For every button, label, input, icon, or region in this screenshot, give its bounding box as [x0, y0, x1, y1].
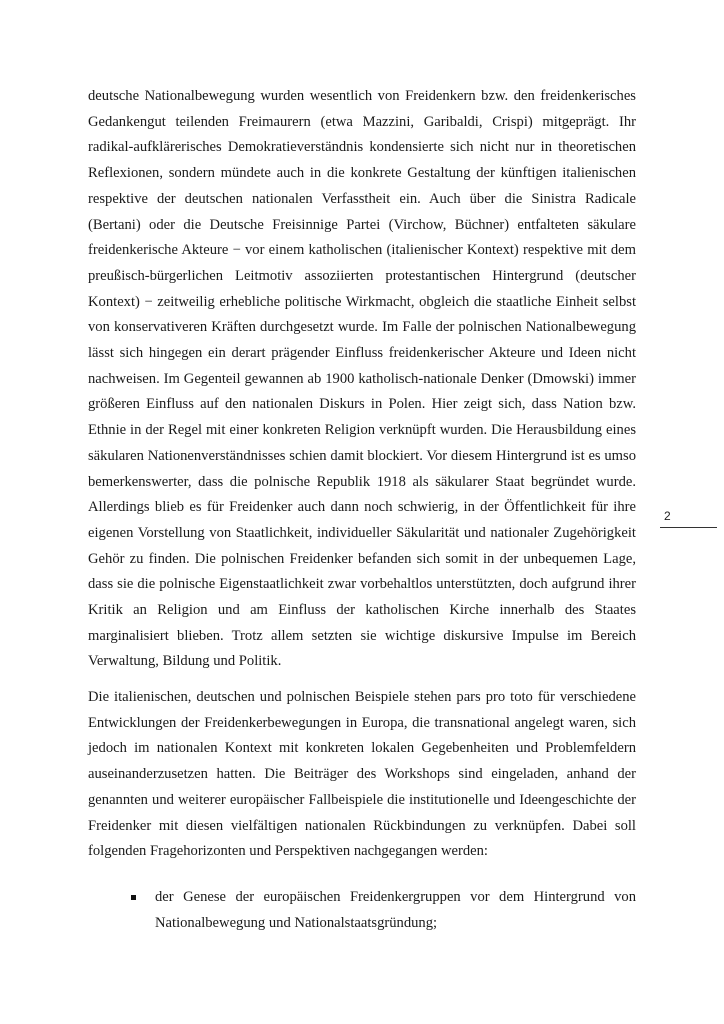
body-paragraph: deutsche Nationalbewegung wurden wesentlich von Freidenkern bzw. den freidenkerisches Gedankengut teilenden Freimaurern (etwa Mazzini, Garibaldi, Crispi) mitgeprägt. Ihr radikal-aufklärerisches Demokratieverständnis kondensierte sich nicht nur in theoretischen Reflexionen, sondern mündete auch in die konkrete Gestaltung der künftigen italienischen respektive der deutschen nationalen Verfasstheit ein. Auch über die Sinistra Radicale (Bertani) oder die Deutsche Freisinnige Partei (Virchow, Büchner) entfalteten säkulare freidenkerische Akteure − vor einem katholischen (italienischer Kontext) respektive mit dem preußisch-bürgerlichen Leitmotiv assoziierten protestantischen Hintergrund (deutscher Kontext) − zeitweilig erhebliche politische Wirkmacht, obgleich die staatliche Einheit selbst von konservativeren Kräften durchgesetzt wurde. Im Falle der polnischen Nationalbewegung lässt sich hingegen ein derart prägender Einfluss freidenkerischer Akteure und Ideen nicht nachweisen. Im Gegenteil gewannen ab 1900 katholisch-nationale Denker (Dmowski) immer größeren Einfluss auf den nationalen Diskurs in Polen. Hier zeigt sich, dass Nation bzw. Ethnie in der Regel mit einer konkreten Religion verknüpft wurden. Die Herausbildung eines säkularen Nationenverständnisses schien damit blockiert. Vor diesem Hintergrund ist es umso bemerkenswerter, dass die polnische Republik 1918 als säkularer Staat begründet wurde. Allerdings blieb es für Freidenker auch dann noch schwierig, in der Öffentlichkeit für ihre eigenen Vorstellung von Staatlichkeit, individueller Säkularität und nationaler Zugehörigkeit Gehör zu finden. Die polnischen Freidenker befanden sich somit in der unbequemen Lage, dass sie die polnische Eigenstaatlichkeit zwar vorbehaltlos unterstützten, doch aufgrund ihrer Kritik an Religion und am Einfluss der katholischen Kirche innerhalb des Staates marginalisiert blieben. Trotz allem setzten sie wichtige diskursive Impulse im Bereich Verwaltung, Bildung und Politik. [88, 88, 636, 670]
body-paragraph: Die italienischen, deutschen und polnischen Beispiele stehen pars pro toto für verschiedene Entwicklungen der Freidenkerbewegungen in Europa, die transnational angelegt waren, sich jedoch im nationalen Kontext mit konkreten lokalen Gegebenheiten und Problemfeldern auseinanderzusetzen hatten. Die Beiträger des Workshops sind eingeladen, anhand der genannten und weiterer europäischer Fallbeispiele die institutionelle und Ideengeschichte der Freidenker mit diesen vielfältigen nationalen Rückbindungen zu verknüpfen. Dabei soll folgenden Fragehorizonten und Perspektiven nachgegangen werden: [88, 689, 636, 860]
list-item-text: der Genese der europäischen Freidenkergruppen vor dem Hintergrund von Nationalbewegung und Nationalstaatsgründung; [155, 889, 636, 931]
bullet-list [128, 885, 636, 936]
page-number-divider [660, 527, 717, 528]
list-item [128, 885, 636, 936]
page-number: 2 [664, 509, 671, 523]
square-bullet-icon [131, 895, 136, 900]
